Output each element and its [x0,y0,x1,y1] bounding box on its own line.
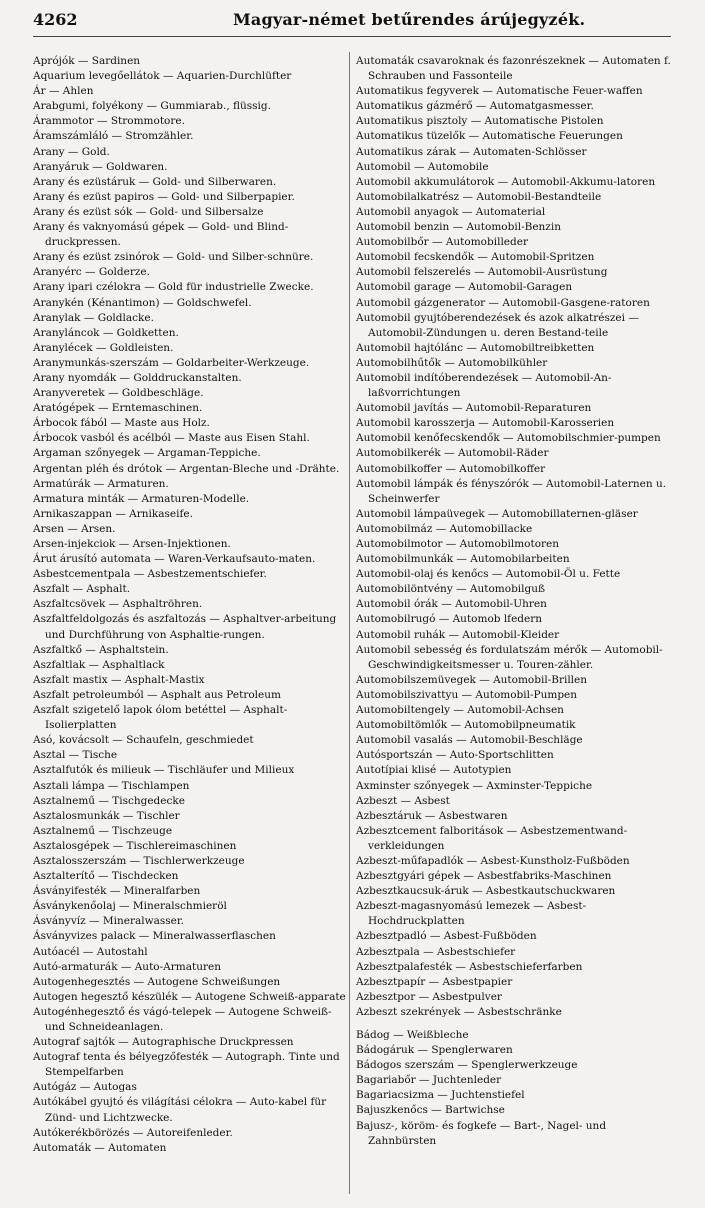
dictionary-entry: Automobil sebesség és fordulatszám mérők — Automobil-Geschwindigkeitsmesser u. Touren-zähler. [356,643,663,671]
dictionary-entry: Azbeszt — Asbest [356,794,450,807]
dictionary-entry: Automobil gyujtóberendezések és azok alkatrészei — Automobil-Zündungen u. deren Bestand-teile [356,311,639,339]
dictionary-entry: Ár — Ahlen [33,85,94,98]
dictionary-entry: Árbocok fából — Maste aus Holz. [33,417,210,430]
dictionary-entry: Automaták — Automaten [33,1141,167,1154]
dictionary-entry: Automobil lámpaüvegek — Automobillaternen-gläser [356,507,638,520]
dictionary-entry: Autogenhegesztés — Autogene Schweißungen [33,975,281,988]
dictionary-entry: Aprójók — Sardinen [33,55,141,67]
dictionary-entry: Azbesztpala — Asbestschiefer [356,945,516,958]
dictionary-entry: Asbestcementpala — Asbestzementschiefer. [33,568,267,581]
dictionary-entry: Bádogáruk — Spenglerwaren [356,1044,513,1057]
dictionary-entry: Automobil karosszerja — Automobil-Karosserien [356,417,615,430]
dictionary-entry: Automobil-olaj és kenőcs — Automobil-Öl u. Fette [356,568,621,581]
dictionary-entry: Ásványifesték — Mineralfarben [33,885,201,898]
dictionary-entry: Aquarium levegőellátok — Aquarien-Durchlüfter [33,70,292,83]
dictionary-entry: Armatúrák — Armaturen. [33,477,169,490]
dictionary-entry: Arany ipari czélokra — Gold für industrielle Zwecke. [33,281,314,294]
dictionary-entry: Automobil benzin — Automobil-Benzin [356,221,561,234]
dictionary-entry: Axminster szőnyegek — Axminster-Teppiche [356,779,593,792]
dictionary-entry: Automobilmáz — Automobillacke [356,522,533,535]
dictionary-entry: Automobil indítóberendezések — Automobil-An-laßvorrichtungen [356,371,612,400]
dictionary-entry: Aratógépek — Erntemaschinen. [33,402,203,415]
dictionary-entry: Aranyáruk — Goldwaren. [33,160,168,173]
right-column [356,54,674,1149]
dictionary-entry: Autó-armaturák — Auto-Armaturen [33,960,221,973]
page-title: Magyar-német betűrendes árújegyzék. [233,10,586,29]
dictionary-entry: Aszfalt petroleumból — Asphalt aus Petroleum [33,688,281,701]
dictionary-entry: Automatikus tüzelők — Automatische Feuerungen [356,130,623,143]
dictionary-entry: Bádogos szerszám — Spenglerwerkzeuge [356,1059,578,1072]
dictionary-entry: Automobilbőr — Automobilleder [356,236,528,249]
dictionary-entry: Bajusz-, köröm- és fogkefe — Bart-, Nagel- und Zahnbürsten [356,1119,607,1147]
dictionary-entry: Argaman szőnyegek — Argaman-Teppiche. [33,447,261,460]
dictionary-entry: Arany és vaknyomású gépek — Gold- und Blind-druckpressen. [33,221,289,249]
dictionary-entry: Automobilszemüvegek — Automobil-Brillen [356,673,588,686]
page-header [33,10,673,34]
dictionary-entry: Arany és ezüst papiros — Gold- und Silberpapier. [33,190,295,203]
dictionary-entry: Bajuszkenőcs — Bartwichse [356,1104,505,1117]
dictionary-entry: Aszfaltcsövek — Asphaltröhren. [33,598,203,611]
dictionary-entry: Azbeszt-műfapadlók — Asbest-Kunstholz-Fußböden [356,854,630,867]
dictionary-entry: Automobil akkumulátorok — Automobil-Akkumu-latoren [356,175,656,188]
dictionary-entry: Asztal — Tische [33,749,118,762]
dictionary-entry: Asztalterítő — Tischdecken [33,870,179,883]
dictionary-entry: Aszfaltkő — Asphaltstein. [33,643,169,656]
dictionary-entry: Argentan pléh és drótok — Argentan-Bleche und -Drähte. [33,462,340,475]
dictionary-entry: Arabgumi, folyékony — Gummiarab., flüssig. [33,100,271,113]
header-rule [33,36,671,37]
dictionary-entry: Automobil lámpák és fényszórók — Automobil-Laternen u. Scheinwerfer [356,477,667,505]
dictionary-entry: Azbesztcement falboritások — Asbestzementwand-verkleidungen [356,824,628,852]
dictionary-entry: Autogen hegesztő készülék — Autogene Schweiß-apparate [33,990,346,1003]
dictionary-entry: Asztali lámpa — Tischlampen [33,779,190,792]
dictionary-entry: Automatikus gázmérő — Automatgasmesser. [356,100,594,113]
dictionary-entry: Asztalnemű — Tischgedecke [33,794,185,807]
dictionary-entry: Automatikus pisztoly — Automatische Pistolen [356,115,604,128]
dictionary-entry: Automobilöntvény — Automobilguß [356,583,546,596]
dictionary-entry: Autógáz — Autogas [33,1081,137,1094]
dictionary-entry: Automatikus fegyverek — Automatische Feuer-waffen [356,85,643,98]
dictionary-entry: Automobilalkatrész — Automobil-Bestandteile [356,190,602,203]
dictionary-entry: Automobil garage — Automobil-Garagen [356,281,573,294]
dictionary-entry: Asztalosgépek — Tischlereimaschinen [33,839,237,852]
dictionary-entry: Automobilrugó — Automob lfedern [356,613,543,626]
dictionary-entry: Autograf sajtók — Autographische Druckpressen [33,1036,294,1049]
dictionary-entry: Aszfalt — Asphalt. [33,583,131,596]
dictionary-entry: Automobilhűtők — Automobilkühler [356,356,548,369]
dictionary-entry: Aranymunkás-szerszám — Goldarbeiter-Werkzeuge. [33,356,310,369]
dictionary-entry: Automaták csavaroknak és fazonrészeknek — Automaten f. Schrauben und Fassonteile [356,55,671,83]
dictionary-entry: Automobilmunkák — Automobilarbeiten [356,553,570,566]
dictionary-entry: Automobil kenőfecskendők — Automobilschmier-pumpen [356,432,661,445]
dictionary-entry: Autókerékbörözés — Autoreifenleder. [33,1126,233,1139]
dictionary-entry: Aranykén (Kénantimon) — Goldschwefel. [33,296,252,309]
dictionary-entry: Aranyláncok — Goldketten. [33,326,179,339]
dictionary-entry: Ásványvíz — Mineralwasser. [33,915,185,928]
dictionary-entry: Bagariabőr — Juchtenleder [356,1074,502,1087]
dictionary-entry: Autogénhegesztő és vágó-telepek — Autogene Schweiß- und Schneideanlagen. [33,1005,332,1033]
dictionary-entry: Automobil felszerelés — Automobil-Ausrüstung [356,266,608,279]
dictionary-entry: Azbesztpor — Asbestpulver [356,990,502,1003]
dictionary-entry: Azbesztáruk — Asbestwaren [356,809,508,822]
dictionary-entry: Autotípiai klisé — Autotypien [356,764,512,777]
dictionary-entry: Armatura minták — Armaturen-Modelle. [33,492,250,505]
dictionary-entry: Áramszámláló — Stromzähler. [33,130,194,143]
dictionary-entry: Asó, kovácsolt — Schaufeln, geschmiedet [33,734,254,747]
dictionary-entry: Árut árusító automata — Waren-Verkaufsauto-maten. [33,553,316,566]
dictionary-entry: Arsen-injekciok — Arsen-Injektionen. [33,538,231,550]
dictionary-entry: Arany nyomdák — Golddruckanstalten. [33,371,242,384]
dictionary-entry: Aszfalt mastix — Asphalt-Mastix [33,673,205,686]
dictionary-entry: Automobil javítás — Automobil-Reparaturen [356,402,592,415]
dictionary-entry: Automatikus zárak — Automaten-Schlösser [356,145,587,158]
dictionary-entry: Aszfaltfeldolgozás és aszfaltozás — Asphaltver-arbeitung und Durchführung von Asphaltie-rungen. [33,613,337,641]
dictionary-entry: Asztalosszerszám — Tischlerwerkzeuge [33,854,245,867]
dictionary-entry: Arany — Gold. [33,145,110,158]
dictionary-entry: Arsen — Arsen. [33,522,116,535]
dictionary-entry: Autóacél — Autostahl [33,945,148,958]
dictionary-entry: Aranyveretek — Goldbeschläge. [33,387,204,400]
dictionary-entry: Automobil — Automobile [356,160,489,173]
dictionary-entry: Asztalfutók és milieuk — Tischläufer und Milieux [33,764,295,777]
dictionary-entry: Azbesztpalafesték — Asbestschieferfarben [356,960,583,973]
dictionary-entry: Arany és ezüst sók — Gold- und Silbersalze [33,205,264,218]
dictionary-entry: Automobil ruhák — Automobil-Kleider [356,628,560,641]
dictionary-entry: Bagariacsizma — Juchtenstiefel [356,1089,525,1102]
dictionary-entry: Automobilmotor — Automobilmotoren [356,538,560,550]
dictionary-entry: Aszfaltlak — Asphaltlack [33,658,165,671]
dictionary-entry: Automobilkerék — Automobil-Räder [356,447,549,460]
dictionary-entry: Automobil gázgenerator — Automobil-Gasgene-ratoren [356,296,650,309]
dictionary-entry: Automobiltengely — Automobil-Achsen [356,704,564,717]
dictionary-entry: Automobil fecskendők — Automobil-Spritzen [356,251,595,264]
dictionary-entry: Automobilkoffer — Automobilkoffer [356,462,546,475]
dictionary-entry: Automobiltömlők — Automobilpneumatik [356,719,576,732]
page-number: 4262 [33,10,78,29]
dictionary-entry: Ásványvizes palack — Mineralwasserflaschen [33,930,276,943]
dictionary-entry: Azbesztkaucsuk-áruk — Asbestkautschuckwaren [356,885,616,898]
dictionary-entry: Automobil vasalás — Automobil-Beschläge [356,734,583,747]
dictionary-entry: Autókábel gyujtó és világítási célokra — Auto-kabel für Zünd- und Lichtzwecke. [33,1096,327,1124]
dictionary-entry: Automobilszivattyu — Automobil-Pumpen [356,688,578,701]
dictionary-entry: Autósportszán — Auto-Sportschlitten [356,749,554,762]
dictionary-entry: Automobil órák — Automobil-Uhren [356,598,547,611]
dictionary-entry: Azbesztgyári gépek — Asbestfabriks-Maschinen [356,870,612,883]
dictionary-entry: Asztalnemű — Tischzeuge [33,824,173,837]
dictionary-entry: Aranyérc — Golderze. [33,266,150,279]
section-gap [356,1020,674,1028]
left-column [33,54,351,1156]
dictionary-entry: Azbesztpadló — Asbest-Fußböden [356,930,537,943]
dictionary-entry: Azbeszt szekrények — Asbestschränke [356,1005,562,1018]
dictionary-entry: Aranylécek — Goldleisten. [33,341,174,354]
dictionary-entry: Árbocok vasból és acélból — Maste aus Eisen Stahl. [33,432,310,445]
dictionary-entry: Autograf tenta és bélyegzőfesték — Autograph. Tinte und Stempelfarben [33,1051,340,1079]
dictionary-entry: Árammotor — Strommotore. [33,115,185,128]
dictionary-entry: Asztalosmunkák — Tischler [33,809,180,822]
dictionary-entry: Aszfalt szigetelő lapok ólom betéttel — Asphalt-Isolierplatten [33,704,288,732]
dictionary-entry: Arany és ezüst zsinórok — Gold- und Silber-schnüre. [33,251,314,264]
dictionary-entry: Aranylak — Goldlacke. [33,311,154,324]
dictionary-entry: Arnikaszappan — Arnikaseife. [33,507,193,520]
dictionary-entry: Bádog — Weißbleche [356,1029,469,1041]
dictionary-entry: Automobil anyagok — Automaterial [356,205,546,218]
dictionary-entry: Arany és ezüstáruk — Gold- und Silberwaren. [33,175,277,188]
dictionary-entry: Ásványkenőolaj — Mineralschmieröl [33,900,227,913]
dictionary-entry: Azbeszt-magasnyomású lemezek — Asbest-Hochdruckplatten [356,900,587,928]
dictionary-entry: Automobil hajtólánc — Automobiltreibketten [356,341,595,354]
dictionary-entry: Azbesztpapír — Asbestpapier [356,975,513,988]
